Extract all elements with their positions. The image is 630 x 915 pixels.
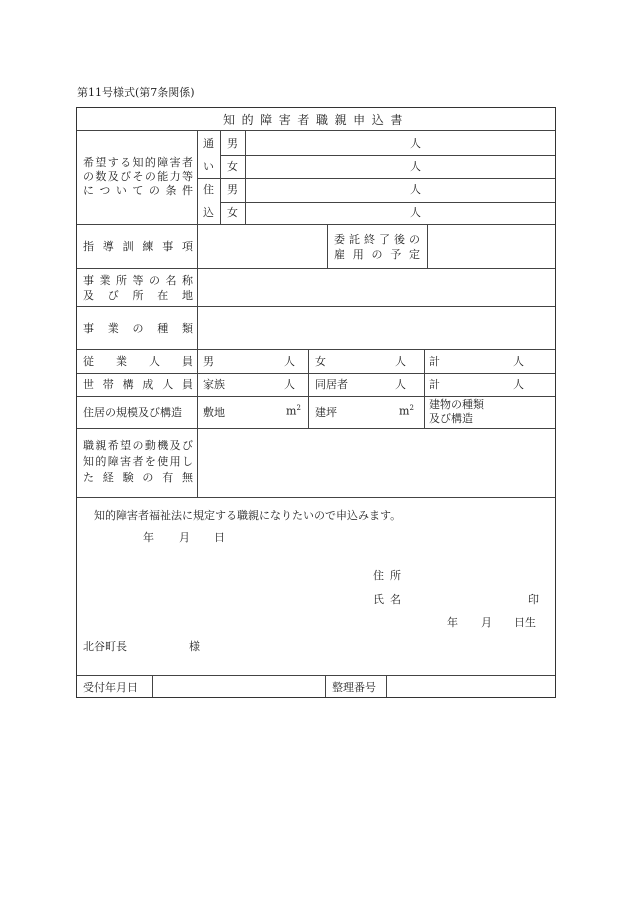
- divider: [386, 675, 387, 697]
- site-area-label: 敷地: [203, 406, 225, 419]
- person-unit: 人: [410, 160, 421, 173]
- name-label: 氏名: [373, 593, 408, 606]
- employees-female: 女: [315, 355, 326, 368]
- divider: [325, 675, 326, 697]
- divider: [77, 396, 555, 397]
- divider: [77, 130, 555, 131]
- divider: [427, 224, 428, 268]
- building-type-label-line: 建物の種類: [429, 398, 484, 411]
- guidance-label: 指導訓練事項: [83, 240, 193, 253]
- application-form: [76, 107, 556, 698]
- divider: [152, 675, 153, 697]
- addressee: 北谷町長: [83, 640, 127, 653]
- person-unit: 人: [395, 378, 406, 391]
- divider: [327, 224, 328, 268]
- divider: [220, 202, 555, 203]
- received-date-label: 受付年月日: [83, 681, 138, 694]
- employees-male: 男: [203, 355, 214, 368]
- divider: [245, 130, 246, 224]
- office-label-line: 事業所等の名称: [83, 274, 193, 287]
- business-type-label: 事業の種類: [83, 322, 193, 335]
- conditions-label-line: の数及びその能力等: [83, 170, 193, 183]
- divider: [308, 349, 309, 428]
- person-unit: 人: [410, 183, 421, 196]
- female-label: 女: [227, 160, 238, 173]
- office-label-line: 及び所在地: [83, 289, 193, 302]
- male-label: 男: [227, 137, 238, 150]
- date-month: 月: [179, 531, 190, 544]
- person-unit: 人: [410, 137, 421, 150]
- female-label: 女: [227, 206, 238, 219]
- employees-total: 計: [429, 355, 440, 368]
- after-contract-label-line: 雇用の予定: [334, 248, 420, 261]
- square-meter-unit: $m^2$: [286, 404, 301, 418]
- divider: [424, 349, 425, 428]
- divider: [77, 349, 555, 350]
- live-in-char: 込: [203, 206, 214, 219]
- live-in-char: 住: [203, 183, 214, 196]
- divider: [77, 224, 555, 225]
- motive-label-line: た経験の有無: [83, 471, 193, 484]
- divider: [77, 428, 555, 429]
- motive-label-line: 職親希望の動機及び: [83, 439, 193, 452]
- birth-year: 年: [447, 616, 458, 629]
- conditions-label-line: 希望する知的障害者: [83, 156, 193, 169]
- date-year: 年: [143, 531, 154, 544]
- floor-area-label: 建坪: [315, 406, 337, 419]
- commute-char: 通: [203, 137, 214, 150]
- divider: [77, 268, 555, 269]
- divider: [220, 155, 555, 156]
- divider: [77, 497, 555, 498]
- birth-day: 日生: [514, 616, 536, 629]
- household-family: 家族: [203, 378, 225, 391]
- honorific: 様: [189, 640, 200, 653]
- divider: [77, 675, 555, 676]
- application-statement: 知的障害者福祉法に規定する職親になりたいので申込みます。: [94, 509, 402, 522]
- motive-label-line: 知的障害者を使用し: [83, 455, 193, 468]
- household-cohabitant: 同居者: [315, 378, 348, 391]
- date-day: 日: [214, 531, 225, 544]
- building-type-label-line: 及び構造: [429, 412, 473, 425]
- address-label: 住所: [373, 569, 408, 582]
- after-contract-label-line: 委託終了後の: [334, 233, 420, 246]
- commute-char: い: [203, 160, 214, 173]
- person-unit: 人: [513, 378, 524, 391]
- reference-number-label: 整理番号: [332, 681, 376, 694]
- conditions-label-line: についての条件: [83, 184, 193, 197]
- person-unit: 人: [410, 206, 421, 219]
- divider: [77, 306, 555, 307]
- divider: [77, 373, 555, 374]
- person-unit: 人: [513, 355, 524, 368]
- household-total: 計: [429, 378, 440, 391]
- birth-month: 月: [481, 616, 492, 629]
- person-unit: 人: [284, 355, 295, 368]
- residence-label: 住居の規模及び構造: [83, 406, 182, 419]
- form-title: 知的障害者職親申込書: [222, 113, 409, 127]
- seal-mark: 印: [528, 593, 539, 606]
- male-label: 男: [227, 183, 238, 196]
- square-meter-unit: $m^2$: [399, 404, 414, 418]
- person-unit: 人: [284, 378, 295, 391]
- divider: [197, 178, 555, 179]
- form-number: 第11号様式(第7条関係): [77, 86, 195, 99]
- household-label: 世帯構成人員: [83, 378, 193, 391]
- employees-label: 従業人員: [83, 355, 193, 368]
- person-unit: 人: [395, 355, 406, 368]
